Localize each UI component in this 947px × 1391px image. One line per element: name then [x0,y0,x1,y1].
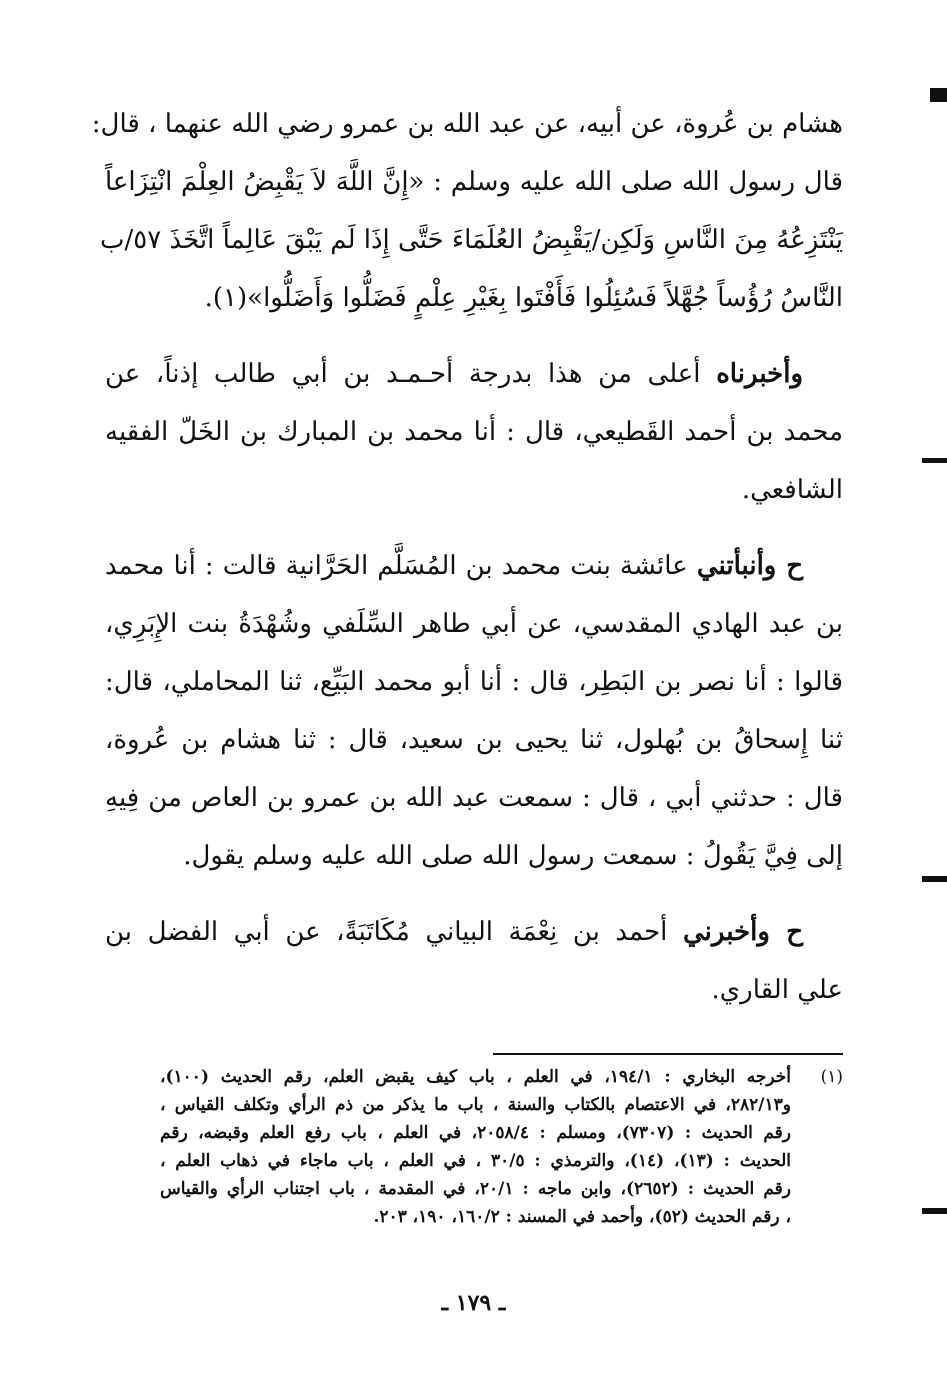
text-line: قال : حدثني أبي ، قال : سمعت عبد الله بن عمرو بن العاص من فِيهِ [105,783,843,813]
text-line: الشافعي. [741,475,843,505]
text-line [105,903,843,961]
paragraph-lead: وأخبرناه [716,359,804,389]
text-line: النَّاسُ رُؤُساً جُهَّلاً فَسُئِلُوا فَأَفْتَوا بِغَيْرِ عِلْمٍ فَضَلُّوا وَأَضَلُّوا»(١). [204,283,843,313]
footnote-line: رقم الحديث : (٧٣٠٧)، ومسلم : ٢٠٥٨/٤، في العلم ، باب رفع العلم وقبضه، رقم [160,1123,792,1143]
scan-edge-mark [922,1208,947,1214]
paragraph [105,903,843,1019]
footnote-line: الحديث : (١٣)، (١٤)، والترمذي : ٣٠/٥ ، في العلم ، باب ماجاء في ذهاب العلم ، [160,1151,791,1171]
text-line-body: أعلى من هذا بدرجة أحـمـد بن أبي طالب إذناً، عن [105,359,701,389]
text-line: هشام بن عُروة، عن أبيه، عن عبد الله بن عمرو رضي الله عنهما ، قال: [91,109,843,139]
text-line: علي القاري. [711,975,843,1005]
footnote-body [160,1063,791,1231]
text-line: محمد بن أحمد القَطيعي، قال : أنا محمد بن المبارك بن الخَلّ الفقيه [105,417,843,447]
text-line-body: أحمد بن نِعْمَة البياني مُكَاتَبَةً، عن أبي الفضل بن [105,917,668,947]
text-line [105,345,843,403]
footnote-line: رقم الحديث : (٢٦٥٢)، وابن ماجه : ٢٠/١، في المقدمة ، باب اجتناب الرأي والقياس [160,1179,791,1199]
footnotes [160,1063,843,1231]
text-line: بن عبد الهادي المقدسي، عن أبي طاهر السِّلَفي وشُهْدَةُ بنت الإِبَرِي، [105,609,843,639]
text-line-body: عائشة بنت محمد بن المُسَلَّم الحَرَّانية قالت : أنا محمد [105,551,688,581]
text-line [105,537,843,595]
text-line: قالوا : أنا نصر بن البَطِر، قال : أنا أبو محمد البَيِّع، ثنا المحاملي، قال: [105,667,843,697]
footnote-line: أخرجه البخاري : ١٩٤/١، في العلم ، باب كيف يقبض العلم، رقم الحديث (١٠٠)، [160,1067,792,1087]
footnote-line: و٢٨٢/١٣، في الاعتصام بالكتاب والسنة ، باب ما يذكر من ذم الرأي وتكلف القياس ، [160,1095,791,1115]
main-text [91,95,843,1019]
paragraph [91,95,843,327]
paragraph-lead: ح وأخبرني [682,917,804,947]
paragraph [105,537,843,885]
page-number: ـ ١٧٩ ـ [441,1290,506,1316]
text-line: إلى فِيَّ يَقُولُ : سمعت رسول الله صلى الله عليه وسلم يقول. [183,841,843,871]
footnote [160,1063,843,1231]
scan-edge-mark [922,458,947,463]
text-line: قال رسول الله صلى الله عليه وسلم : «إِنَّ اللَّهَ لاَ يَقْبِضُ العِلْمَ انْتِزَاعاً [105,167,843,197]
paragraph-lead: ح وأنبأتني [696,551,804,581]
paragraph [105,345,843,519]
text-line: يَنْتَزِعُهُ مِنَ النَّاسِ وَلَكِن/يَقْبِضُ العُلَمَاءَ حَتَّى إِذَا لَم يَبْقَ عَالِماً اتَّخَذَ ٥٧/ب [100,225,843,255]
footnote-number: (١) [820,1067,843,1087]
scan-edge-mark [922,876,947,882]
text-line: ثنا إِسحاقُ بن بُهلول، ثنا يحيى بن سعيد، قال : ثنا هشام بن عُروة، [105,725,843,755]
footnote-line: ، رقم الحديث (٥٢)، وأحمد في المسند : ١٦٠/٢، ١٩٠، ٢٠٣. [373,1207,791,1227]
scan-edge-mark [930,88,947,102]
footnote-separator [493,1053,843,1055]
